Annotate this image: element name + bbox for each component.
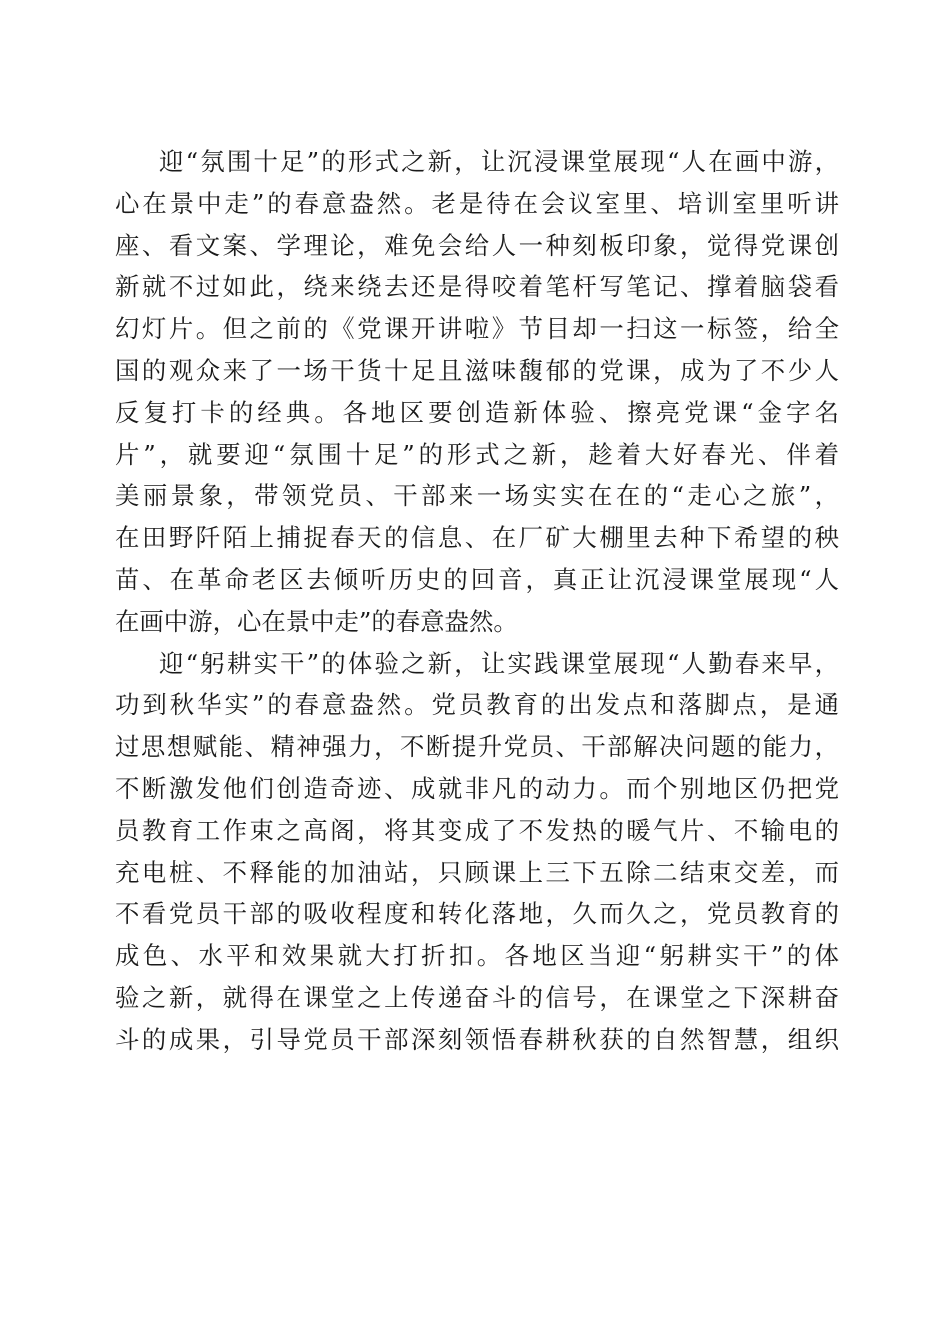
- text-line: 斗的成果，引导党员干部深刻领悟春耕秋获的自然智慧，组织: [115, 1024, 839, 1054]
- document-body: [115, 141, 839, 1061]
- text-line: 在田野阡陌上捕捉春天的信息、在厂矿大棚里去种下希望的秧: [115, 523, 839, 553]
- text-line: 座、看文案、学理论，难免会给人一种刻板印象，觉得党课创: [115, 230, 839, 260]
- text-line: 幻灯片。但之前的《党课开讲啦》节目却一扫这一标签，给全: [115, 314, 839, 344]
- text-line: 成色、水平和效果就大打折扣。各地区当迎“躬耕实干”的体: [115, 941, 839, 971]
- text-line: 充电桩、不释能的加油站，只顾课上三下五除二结束交差，而: [115, 857, 839, 887]
- text-line: 美丽景象，带领党员、干部来一场实实在在的“走心之旅”，: [115, 481, 839, 511]
- text-line: 验之新，就得在课堂之上传递奋斗的信号，在课堂之下深耕奋: [115, 982, 839, 1012]
- text-line: 心在景中走”的春意盎然。老是待在会议室里、培训室里听讲: [115, 188, 839, 218]
- text-line: 过思想赋能、精神强力，不断提升党员、干部解决问题的能力，: [115, 732, 839, 762]
- text-line: 新就不过如此，绕来绕去还是得咬着笔杆写笔记、撑着脑袋看: [115, 272, 839, 302]
- text-line: 苗、在革命老区去倾听历史的回音，真正让沉浸课堂展现“人: [115, 564, 839, 594]
- text-line: 不看党员干部的吸收程度和转化落地，久而久之，党员教育的: [115, 899, 839, 929]
- text-line: 功到秋华实”的春意盎然。党员教育的出发点和落脚点，是通: [115, 690, 839, 720]
- text-line: 员教育工作束之高阁，将其变成了不发热的暖气片、不输电的: [115, 815, 839, 845]
- text-line: 迎“氛围十足”的形式之新，让沉浸课堂展现“人在画中游，: [159, 147, 839, 176]
- text-line: 片”，就要迎“氛围十足”的形式之新，趁着大好春光、伴着: [115, 439, 839, 469]
- text-line: 反复打卡的经典。各地区要创造新体验、擦亮党课“金字名: [115, 397, 839, 427]
- text-line: 迎“躬耕实干”的体验之新，让实践课堂展现“人勤春来早，: [159, 648, 839, 678]
- text-line: 不断激发他们创造奇迹、成就非凡的动力。而个别地区仍把党: [115, 773, 839, 803]
- text-line: 国的观众来了一场干货十足且滋味馥郁的党课，成为了不少人: [115, 355, 839, 385]
- paragraph-1: [115, 141, 839, 643]
- paragraph-2: [115, 643, 839, 1061]
- text-line: 在画中游，心在景中走”的春意盎然。: [115, 606, 518, 636]
